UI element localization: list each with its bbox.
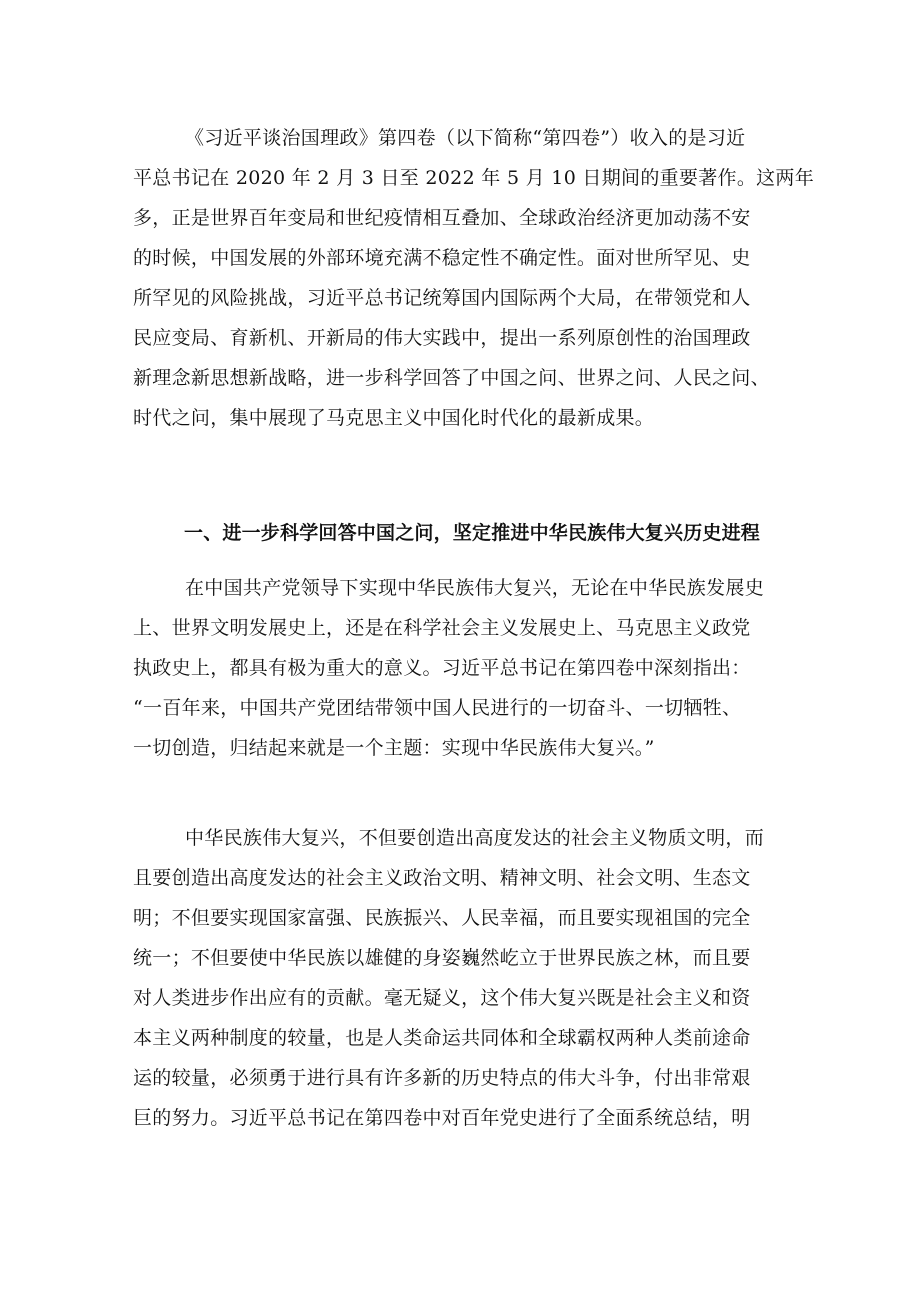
paragraph-line: 明；不但要实现国家富强、民族振兴、人民幸福，而且要实现祖国的完全: [133, 907, 751, 929]
paragraph-line: 时代之问，集中展现了马克思主义中国化时代化的最新成果。: [133, 407, 655, 429]
paragraph-line: 巨的努力。习近平总书记在第四卷中对百年党史进行了全面系统总结，明: [133, 1107, 751, 1129]
paragraph-line: 多，正是世界百年变局和世纪疫情相互叠加、全球政治经济更加动荡不安: [133, 207, 751, 229]
paragraph-line: 民应变局、育新机、开新局的伟大实践中，提出一系列原创性的治国理政: [133, 327, 751, 349]
paragraph-intro: [133, 118, 815, 438]
paragraph-line: 上、世界文明发展史上，还是在科学社会主义发展史上、马克思主义政党: [133, 617, 751, 639]
paragraph-line: 新理念新思想新战略，进一步科学回答了中国之问、世界之问、人民之问、: [133, 367, 770, 389]
paragraph-line: 中华民族伟大复兴，不但要创造出高度发达的社会主义物质文明，而: [185, 827, 765, 849]
paragraph-line: 《习近平谈治国理政》第四卷（以下简称“第四卷”）收入的是习近: [185, 127, 746, 149]
paragraph-line: 一切创造，归结起来就是一个主题：实现中华民族伟大复兴。”: [133, 737, 655, 759]
paragraph-line: 统一；不但要使中华民族以雄健的身姿巍然屹立于世界民族之林，而且要: [133, 947, 751, 969]
paragraph-line: 对人类进步作出应有的贡献。毫无疑义，这个伟大复兴既是社会主义和资: [133, 987, 751, 1009]
paragraph-line: 运的较量，必须勇于进行具有许多新的历史特点的伟大斗争，付出非常艰: [133, 1067, 751, 1089]
paragraph-line: 的时候，中国发展的外部环境充满不稳定性不确定性。面对世所罕见、史: [133, 247, 751, 269]
paragraph-rejuvenation-goals: [133, 818, 797, 1138]
paragraph-rejuvenation-significance: [133, 568, 797, 768]
paragraph-line: 本主义两种制度的较量，也是人类命运共同体和全球霸权两种人类前途命: [133, 1027, 751, 1049]
paragraph-line: 平总书记在 2020 年 2 月 3 日至 2022 年 5 月 10 日期间的重要著作。这两年: [133, 167, 815, 189]
paragraph-line: 执政史上，都具有极为重大的意义。习近平总书记在第四卷中深刻指出：: [133, 657, 751, 679]
section-heading: 一、进一步科学回答中国之问，坚定推进中华民族伟大复兴历史进程: [184, 522, 761, 544]
paragraph-line: “一百年来，中国共产党团结带领中国人民进行的一切奋斗、一切牺牲、: [133, 697, 742, 719]
paragraph-line: 在中国共产党领导下实现中华民族伟大复兴，无论在中华民族发展史: [185, 577, 765, 599]
paragraph-line: 且要创造出高度发达的社会主义政治文明、精神文明、社会文明、生态文: [133, 867, 751, 889]
paragraph-line: 所罕见的风险挑战，习近平总书记统筹国内国际两个大局，在带领党和人: [133, 287, 751, 309]
